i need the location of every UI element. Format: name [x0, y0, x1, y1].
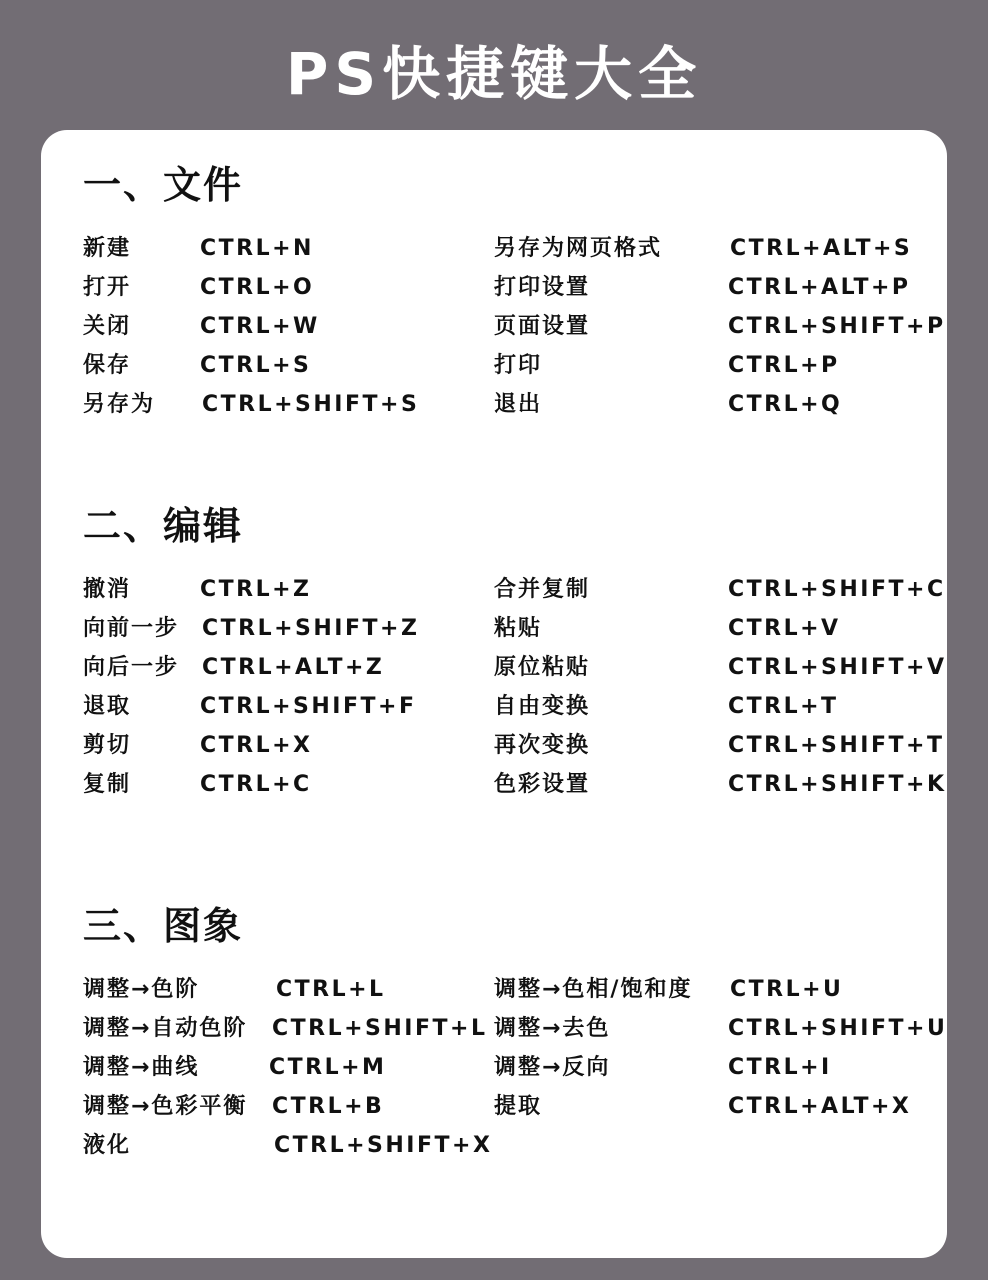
- shortcut-key: CTRL+W: [200, 314, 320, 339]
- shortcut-key: CTRL+I: [728, 1055, 832, 1080]
- shortcut-key: CTRL+M: [269, 1055, 387, 1080]
- shortcut-key: CTRL+SHIFT+P: [728, 314, 946, 339]
- shortcut-name: 调整→色彩平衡: [83, 1094, 248, 1119]
- shortcut-name: 打开: [83, 275, 132, 300]
- shortcut-name: 调整→色相/饱和度: [494, 977, 693, 1002]
- shortcut-key: CTRL+S: [200, 353, 312, 378]
- shortcut-name: 提取: [494, 1094, 543, 1119]
- shortcut-name: 退取: [83, 694, 132, 719]
- shortcut-key: CTRL+C: [200, 772, 312, 797]
- shortcut-name: 另存为: [83, 392, 156, 417]
- shortcut-name: 调整→反向: [494, 1055, 611, 1080]
- shortcut-key: CTRL+P: [728, 353, 840, 378]
- shortcut-name: 退出: [494, 392, 543, 417]
- shortcut-name: 调整→自动色阶: [83, 1016, 248, 1041]
- shortcut-key: CTRL+ALT+S: [730, 236, 913, 261]
- shortcut-name: 保存: [83, 353, 132, 378]
- shortcut-name: 页面设置: [494, 314, 591, 339]
- shortcut-name: 剪切: [83, 733, 132, 758]
- shortcut-name: 原位粘贴: [494, 655, 591, 680]
- shortcut-name: 调整→色阶: [83, 977, 200, 1002]
- shortcut-name: 打印设置: [494, 275, 591, 300]
- shortcut-key: CTRL+SHIFT+V: [728, 655, 947, 680]
- shortcut-name: 合并复制: [494, 577, 591, 602]
- shortcut-name: 向后一步: [83, 655, 180, 680]
- shortcut-key: CTRL+ALT+Z: [202, 655, 385, 680]
- page-title: PS快捷键大全: [285, 40, 703, 108]
- shortcut-key: CTRL+O: [200, 275, 315, 300]
- shortcut-name: 调整→曲线: [83, 1055, 200, 1080]
- shortcut-name: 打印: [494, 353, 543, 378]
- shortcut-key: CTRL+SHIFT+T: [728, 733, 945, 758]
- shortcut-name: 自由变换: [494, 694, 591, 719]
- shortcut-key: CTRL+SHIFT+S: [202, 392, 420, 417]
- shortcut-key: CTRL+Q: [728, 392, 843, 417]
- shortcut-key: CTRL+Z: [200, 577, 312, 602]
- shortcut-key: CTRL+ALT+X: [728, 1094, 912, 1119]
- shortcut-name: 复制: [83, 772, 132, 797]
- shortcut-key: CTRL+SHIFT+U: [728, 1016, 948, 1041]
- shortcut-key: CTRL+SHIFT+L: [272, 1016, 488, 1041]
- shortcut-key: CTRL+SHIFT+Z: [202, 616, 420, 641]
- shortcut-name: 再次变换: [494, 733, 591, 758]
- shortcut-name: 液化: [83, 1133, 132, 1158]
- shortcut-key: CTRL+SHIFT+X: [274, 1133, 493, 1158]
- shortcut-name: 新建: [83, 236, 132, 261]
- shortcut-card: [41, 130, 947, 1258]
- shortcut-name: 粘贴: [494, 616, 543, 641]
- section-heading-edit: 二、编辑: [83, 504, 244, 548]
- shortcut-key: CTRL+SHIFT+K: [728, 772, 947, 797]
- section-heading-file: 一、文件: [83, 163, 244, 207]
- shortcut-name: 另存为网页格式: [494, 236, 663, 261]
- shortcut-name: 色彩设置: [494, 772, 591, 797]
- shortcut-key: CTRL+SHIFT+F: [200, 694, 417, 719]
- shortcut-name: 关闭: [83, 314, 132, 339]
- shortcut-name: 撤消: [83, 577, 132, 602]
- shortcut-key: CTRL+T: [728, 694, 839, 719]
- shortcut-key: CTRL+X: [200, 733, 313, 758]
- shortcut-key: CTRL+ALT+P: [728, 275, 911, 300]
- section-heading-image: 三、图象: [83, 904, 244, 948]
- shortcut-key: CTRL+V: [728, 616, 841, 641]
- shortcut-key: CTRL+L: [276, 977, 386, 1002]
- shortcut-key: CTRL+N: [200, 236, 314, 261]
- shortcut-name: 向前一步: [83, 616, 180, 641]
- shortcut-key: CTRL+SHIFT+C: [728, 577, 946, 602]
- shortcut-name: 调整→去色: [494, 1016, 611, 1041]
- shortcut-key: CTRL+U: [730, 977, 844, 1002]
- shortcut-key: CTRL+B: [272, 1094, 385, 1119]
